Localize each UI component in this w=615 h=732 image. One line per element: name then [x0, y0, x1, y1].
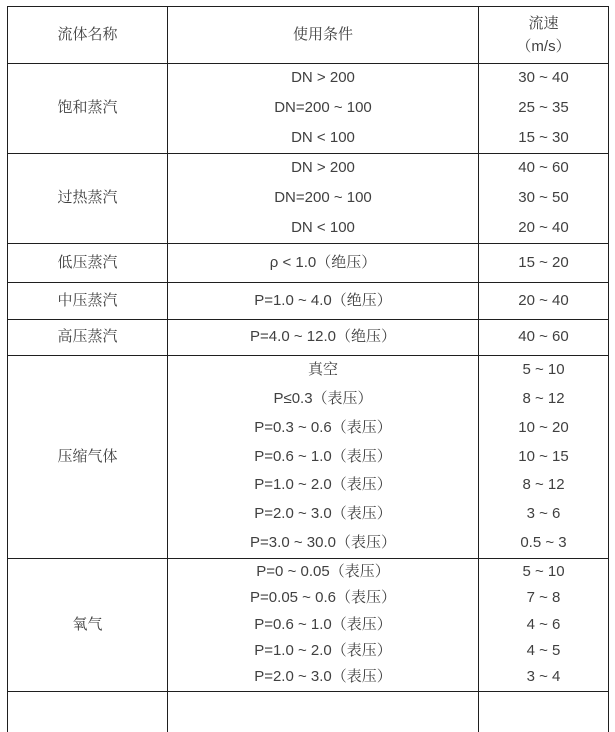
velocity-line: 15 ~ 30 — [479, 129, 608, 148]
condition-line: P=1.0 ~ 4.0（绝压） — [168, 292, 478, 311]
velocity-cell — [479, 283, 609, 320]
velocity-line: 30 ~ 50 — [479, 189, 608, 208]
table-row — [8, 559, 609, 692]
col-header-conditions: 使用条件 — [168, 7, 479, 64]
conditions-cell — [168, 320, 479, 356]
velocity-line: 30 ~ 40 — [479, 69, 608, 88]
fluid-name-cell: 压缩气体 — [8, 356, 168, 559]
table-row — [8, 244, 609, 283]
table-row — [8, 283, 609, 320]
velocity-cell — [479, 356, 609, 559]
condition-line: DN < 100 — [168, 219, 478, 238]
conditions-cell — [168, 64, 479, 154]
conditions-lines — [168, 244, 478, 282]
conditions-lines — [168, 559, 478, 691]
condition-line: DN > 200 — [168, 159, 478, 178]
fluid-name-cell: 低压蒸汽 — [8, 244, 168, 283]
velocity-cell — [479, 244, 609, 283]
velocity-line: 4 ~ 5 — [479, 642, 608, 661]
col-header-velocity — [479, 7, 609, 64]
condition-line: DN=200 ~ 100 — [168, 189, 478, 208]
velocity-lines — [479, 320, 608, 355]
clipped-table-row — [8, 692, 609, 732]
table-row — [8, 320, 609, 356]
col-header-fluid-name: 流体名称 — [8, 7, 168, 64]
header-row — [8, 7, 609, 64]
table-row — [8, 356, 609, 559]
condition-line: P=0 ~ 0.05（表压） — [168, 563, 478, 582]
table-header — [8, 7, 609, 64]
conditions-lines — [168, 64, 478, 153]
table-row — [8, 154, 609, 244]
velocity-cell — [479, 64, 609, 154]
condition-line: P=2.0 ~ 3.0（表压） — [168, 505, 478, 524]
clipped-cell — [168, 692, 479, 732]
velocity-line: 20 ~ 40 — [479, 219, 608, 238]
condition-line: ρ < 1.0（绝压） — [168, 254, 478, 273]
fluid-name-cell: 中压蒸汽 — [8, 283, 168, 320]
condition-line: P=1.0 ~ 2.0（表压） — [168, 642, 478, 661]
velocity-cell — [479, 559, 609, 692]
conditions-cell — [168, 356, 479, 559]
condition-line: P=0.6 ~ 1.0（表压） — [168, 616, 478, 635]
condition-line: P=3.0 ~ 30.0（表压） — [168, 534, 478, 553]
condition-line: DN=200 ~ 100 — [168, 99, 478, 118]
condition-line: P=2.0 ~ 3.0（表压） — [168, 668, 478, 687]
condition-line: P=0.3 ~ 0.6（表压） — [168, 419, 478, 438]
fluid-name-cell: 高压蒸汽 — [8, 320, 168, 356]
velocity-lines — [479, 64, 608, 153]
velocity-line: 25 ~ 35 — [479, 99, 608, 118]
velocity-line: 3 ~ 4 — [479, 668, 608, 687]
conditions-cell — [168, 244, 479, 283]
clipped-row-section — [8, 692, 609, 732]
velocity-line: 7 ~ 8 — [479, 589, 608, 608]
conditions-lines — [168, 154, 478, 243]
velocity-line: 4 ~ 6 — [479, 616, 608, 635]
fluid-velocity-table — [7, 6, 609, 732]
velocity-lines — [479, 154, 608, 243]
conditions-cell — [168, 283, 479, 320]
conditions-cell — [168, 154, 479, 244]
velocity-line: 40 ~ 60 — [479, 159, 608, 178]
condition-line: P=0.6 ~ 1.0（表压） — [168, 448, 478, 467]
conditions-lines — [168, 320, 478, 355]
velocity-line: 15 ~ 20 — [479, 254, 608, 273]
clipped-cell — [479, 692, 609, 732]
condition-line: DN > 200 — [168, 69, 478, 88]
velocity-line: 40 ~ 60 — [479, 328, 608, 347]
col-header-velocity-label: 流速 — [479, 12, 608, 35]
velocity-line: 5 ~ 10 — [479, 361, 608, 380]
condition-line: DN < 100 — [168, 129, 478, 148]
col-header-velocity-unit: （m/s） — [479, 35, 608, 58]
velocity-lines — [479, 244, 608, 282]
velocity-line: 3 ~ 6 — [479, 505, 608, 524]
conditions-lines — [168, 283, 478, 319]
fluid-name-cell: 过热蒸汽 — [8, 154, 168, 244]
velocity-line: 8 ~ 12 — [479, 390, 608, 409]
velocity-line: 10 ~ 20 — [479, 419, 608, 438]
velocity-lines — [479, 559, 608, 691]
clipped-cell — [8, 692, 168, 732]
velocity-line: 8 ~ 12 — [479, 476, 608, 495]
velocity-lines — [479, 283, 608, 319]
velocity-line: 0.5 ~ 3 — [479, 534, 608, 553]
condition-line: 真空 — [168, 361, 478, 380]
fluid-name-cell: 饱和蒸汽 — [8, 64, 168, 154]
velocity-cell — [479, 320, 609, 356]
condition-line: P=0.05 ~ 0.6（表压） — [168, 589, 478, 608]
table-body — [8, 64, 609, 692]
conditions-lines — [168, 356, 478, 558]
velocity-cell — [479, 154, 609, 244]
condition-line: P≤0.3（表压） — [168, 390, 478, 409]
condition-line: P=4.0 ~ 12.0（绝压） — [168, 328, 478, 347]
fluid-name-cell: 氧气 — [8, 559, 168, 692]
velocity-line: 10 ~ 15 — [479, 448, 608, 467]
velocity-line: 5 ~ 10 — [479, 563, 608, 582]
velocity-line: 20 ~ 40 — [479, 292, 608, 311]
table-row — [8, 64, 609, 154]
condition-line: P=1.0 ~ 2.0（表压） — [168, 476, 478, 495]
conditions-cell — [168, 559, 479, 692]
velocity-lines — [479, 356, 608, 558]
